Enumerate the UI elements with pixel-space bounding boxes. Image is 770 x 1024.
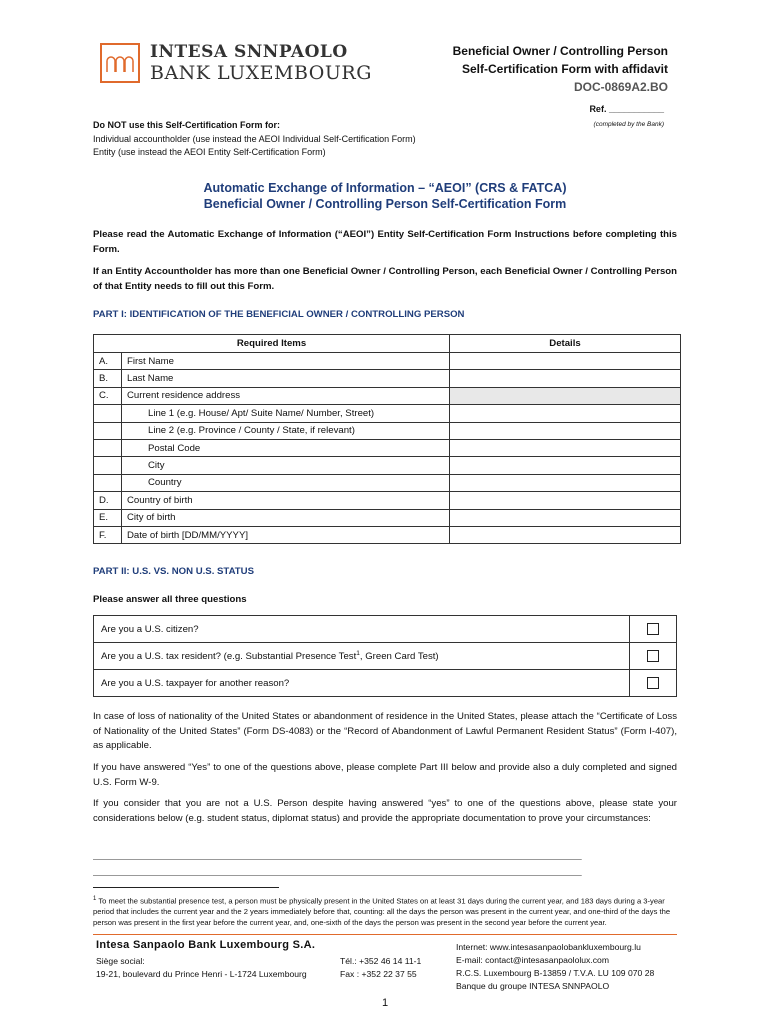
city-field[interactable] bbox=[450, 457, 681, 474]
column-header-items: Required Items bbox=[94, 335, 450, 353]
bank-logo-icon bbox=[100, 43, 140, 83]
row-label: First Name bbox=[122, 353, 450, 370]
postal-code-field[interactable] bbox=[450, 439, 681, 456]
row-label: Country bbox=[122, 474, 450, 491]
part2-heading: PART II: U.S. VS. NON U.S. STATUS bbox=[93, 566, 254, 577]
us-tax-resident-checkbox[interactable] bbox=[647, 650, 659, 662]
footnote-ref: 1 bbox=[356, 649, 360, 657]
row-label: Date of birth [DD/MM/YYYY] bbox=[122, 526, 450, 543]
footer-email: E-mail: contact@intesasanpaololux.com bbox=[456, 955, 609, 965]
intro-paragraph-1: Please read the Automatic Exchange of Information (“AEOI”) Entity Self-Certification Form Instructions before completing this Form. bbox=[93, 229, 677, 255]
row-label: Postal Code bbox=[122, 439, 450, 456]
do-not-use-line2: Entity (use instead the AEOI Entity Self-Certification Form) bbox=[93, 147, 326, 157]
footer-address: 19-21, boulevard du Prince Henri - L-1724 Luxembourg bbox=[96, 969, 307, 979]
status-questions-table bbox=[93, 615, 677, 697]
row-label: City of birth bbox=[122, 509, 450, 526]
form-title-line2: Beneficial Owner / Controlling Person Self-Certification Form bbox=[203, 197, 567, 211]
part2-instruction: Please answer all three questions bbox=[93, 594, 247, 605]
question-us-taxpayer: Are you a U.S. taxpayer for another reason? bbox=[94, 670, 630, 697]
column-header-details: Details bbox=[450, 335, 681, 353]
row-letter bbox=[94, 457, 122, 474]
row-letter: F. bbox=[94, 526, 122, 543]
document-header bbox=[453, 42, 668, 96]
question-row bbox=[94, 643, 677, 670]
table-row bbox=[94, 387, 681, 404]
question-us-tax-resident bbox=[94, 643, 630, 670]
footer-tel: Tél.: +352 46 14 11-1 bbox=[340, 956, 422, 966]
logo-text-line2: BANK LUXEMBOURG bbox=[150, 62, 372, 84]
footnote-divider bbox=[93, 887, 279, 888]
table-row bbox=[94, 492, 681, 509]
not-us-person-paragraph: If you consider that you are not a U.S. Person despite having answered “yes” to one of the questions above, please state your considerations below (e.g. student status, diplomat status) and provide the appropriate documentation to prove your circumstances: bbox=[93, 798, 677, 824]
row-letter: C. bbox=[94, 387, 122, 404]
considerations-line-2[interactable]: __________________________________________________________________________________________________________ bbox=[93, 866, 582, 876]
footer-rcs: R.C.S. Luxembourg B-13859 / T.V.A. LU 109 070 28 bbox=[456, 968, 655, 978]
row-letter: E. bbox=[94, 509, 122, 526]
row-label: City bbox=[122, 457, 450, 474]
footer-internet: Internet: www.intesasanpaolobankluxembourg.lu bbox=[456, 942, 641, 952]
footnote bbox=[93, 894, 677, 928]
footer-seat-label: Siège social: bbox=[96, 956, 145, 966]
address-line2-field[interactable] bbox=[450, 422, 681, 439]
row-label: Line 1 (e.g. House/ Apt/ Suite Name/ Number, Street) bbox=[122, 405, 450, 422]
loss-of-nationality-paragraph: In case of loss of nationality of the United States or abandonment of residence in the United States, please attach the “Certificate of Loss of Nationality of the United States” (Form DS-4083) or the “Record of Abandonment of Lawful Permanent Resident Status” (Form I-407), as applicable. bbox=[93, 711, 677, 751]
header-title-line2: Self-Certification Form with affidavit bbox=[461, 62, 668, 76]
footnote-text: To meet the substantial presence test, a person must be physically present in the United States on at least 31 days during the current year, and 183 days during a 3-year period that includes the current year and the 2 years immediately before that, counting: all the days the person was present in the current year, and one-third of the days the person was present in the first year before the current year, and, one-sixth of the days the person was present in the second year before the current year. bbox=[93, 896, 671, 927]
row-letter: B. bbox=[94, 370, 122, 387]
address-header-cell bbox=[450, 387, 681, 404]
document-code: DOC-0869A2.BO bbox=[573, 80, 668, 94]
intro-paragraph-2: If an Entity Accountholder has more than one Beneficial Owner / Controlling Person, each Beneficial Owner / Controlling Person of that Entity needs to fill out this Form. bbox=[93, 266, 677, 292]
question-row bbox=[94, 670, 677, 697]
page-number: 1 bbox=[381, 997, 389, 1009]
identification-table bbox=[93, 334, 681, 544]
row-label: Last Name bbox=[122, 370, 450, 387]
reference-note: (completed by the Bank) bbox=[593, 121, 664, 128]
footer-legal-block bbox=[456, 941, 654, 993]
form-title bbox=[0, 180, 770, 212]
row-label: Line 2 (e.g. Province / County / State, if relevant) bbox=[122, 422, 450, 439]
table-header-row bbox=[94, 335, 681, 353]
table-row bbox=[94, 422, 681, 439]
do-not-use-line1: Individual accountholder (use instead the AEOI Individual Self-Certification Form) bbox=[93, 133, 416, 144]
row-letter bbox=[94, 474, 122, 491]
question-text-end: , Green Card Test) bbox=[359, 651, 439, 663]
table-row bbox=[94, 405, 681, 422]
footer-company-name: Intesa Sanpaolo Bank Luxembourg S.A. bbox=[96, 939, 316, 951]
table-row bbox=[94, 457, 681, 474]
answered-yes-paragraph: If you have answered “Yes” to one of the questions above, please complete Part III below and provide also a duly completed and signed U.S. Form W-9. bbox=[93, 762, 677, 788]
last-name-field[interactable] bbox=[450, 370, 681, 387]
country-of-birth-field[interactable] bbox=[450, 492, 681, 509]
row-label: Current residence address bbox=[122, 387, 450, 404]
footnote-number: 1 bbox=[93, 896, 97, 902]
header-title-line1: Beneficial Owner / Controlling Person bbox=[452, 44, 668, 58]
first-name-field[interactable] bbox=[450, 353, 681, 370]
table-row bbox=[94, 509, 681, 526]
arches-icon bbox=[106, 54, 134, 72]
question-text: Are you a U.S. tax resident? (e.g. Substantial Presence Test bbox=[101, 651, 357, 663]
form-title-line1: Automatic Exchange of Information – “AEOI” (CRS & FATCA) bbox=[203, 181, 567, 195]
city-of-birth-field[interactable] bbox=[450, 509, 681, 526]
row-letter bbox=[94, 439, 122, 456]
row-letter: D. bbox=[94, 492, 122, 509]
row-label: Country of birth bbox=[122, 492, 450, 509]
us-citizen-checkbox[interactable] bbox=[647, 623, 659, 635]
row-letter: A. bbox=[94, 353, 122, 370]
footer-divider bbox=[93, 934, 677, 935]
row-letter bbox=[94, 405, 122, 422]
question-us-citizen: Are you a U.S. citizen? bbox=[94, 616, 630, 643]
table-row bbox=[94, 370, 681, 387]
do-not-use-heading: Do NOT use this Self-Certification Form for: bbox=[93, 120, 281, 130]
table-row bbox=[94, 439, 681, 456]
date-of-birth-field[interactable] bbox=[450, 526, 681, 543]
question-row bbox=[94, 616, 677, 643]
considerations-line-1[interactable]: __________________________________________________________________________________________________________ bbox=[93, 850, 582, 860]
table-row bbox=[94, 526, 681, 543]
footer-fax: Fax : +352 22 37 55 bbox=[340, 969, 417, 979]
do-not-use-notice bbox=[93, 119, 416, 160]
footer-contact-block bbox=[340, 955, 421, 981]
address-line1-field[interactable] bbox=[450, 405, 681, 422]
part1-heading: PART I: IDENTIFICATION OF THE BENEFICIAL OWNER / CONTROLLING PERSON bbox=[93, 309, 465, 320]
footer-address-block bbox=[96, 955, 307, 981]
logo-text-line1: INTESA SNNPAOLO bbox=[150, 42, 348, 62]
us-taxpayer-checkbox[interactable] bbox=[647, 677, 659, 689]
row-letter bbox=[94, 422, 122, 439]
reference-field[interactable]: Ref. ___________ bbox=[589, 104, 664, 114]
country-field[interactable] bbox=[450, 474, 681, 491]
table-row bbox=[94, 474, 681, 491]
footer-group: Banque du groupe INTESA SNNPAOLO bbox=[456, 981, 610, 991]
table-row bbox=[94, 353, 681, 370]
